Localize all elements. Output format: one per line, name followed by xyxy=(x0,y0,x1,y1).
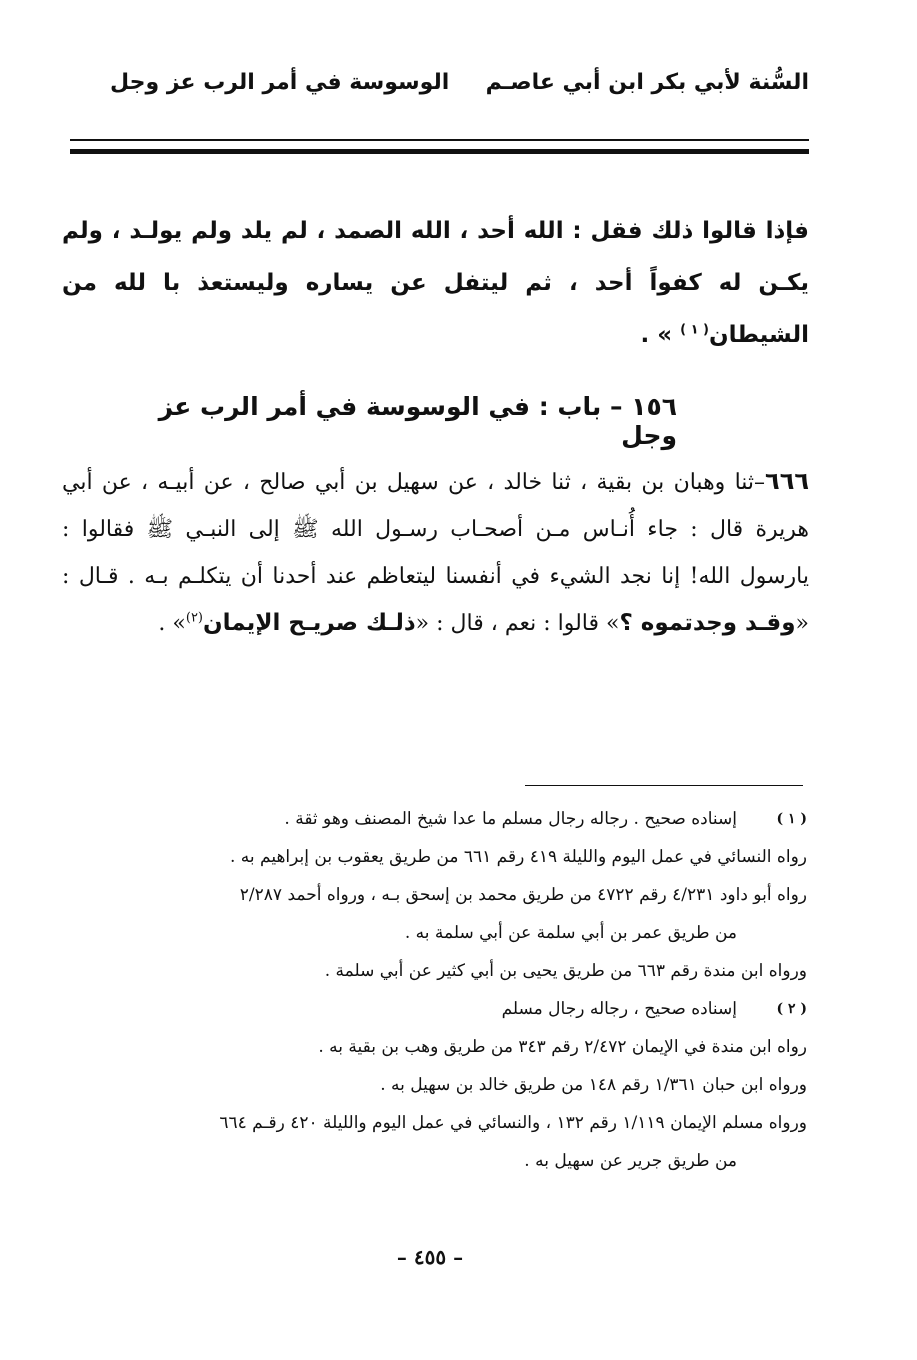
footnote-line: ورواه ابن حبان ١/٣٦١ رقم ١٤٨ من طريق خالد بن سهيل به . xyxy=(380,1075,807,1095)
hadith-text-1: –ثنا وهبان بن بقية ، ثنا خالد ، عن سهيل بن أبي صالح ، عن أبيـه ، عن أبي هريرة قال : جاء أُنـاس مـن أصحـاب رسـول الله ﷺ إلى النبـي ﷺ فقالوا : يارسول الله! إنا نجد الشيء في أنفسنا ليتعاظم عند أحدنا أن يتكلـم بـه . قـال : « xyxy=(62,470,809,636)
hadith-end: » . xyxy=(158,611,186,636)
intro-paragraph xyxy=(62,205,809,361)
footnote-2 xyxy=(62,990,807,1180)
chapter-title: الوسوسة في أمر الرب عز وجل xyxy=(110,69,450,95)
footnote-ref-1: ( ١ ) xyxy=(680,322,709,338)
footnotes xyxy=(62,800,807,1180)
hadith-quote-1: وقـد وجدتموه ؟ xyxy=(619,610,796,636)
footnote-line: رواه أبو داود ٤/٢٣١ رقم ٤٧٢٢ من طريق محمد بن إسحق بـه ، ورواه أحمد ٢/٢٨٧ xyxy=(239,885,807,905)
section-title: ١٥٦ – باب : في الوسوسة في أمر الرب عز وجل xyxy=(158,392,677,450)
footnote-ref-2: (٢) xyxy=(185,610,203,626)
hadith-number: ٦٦٦ xyxy=(765,467,809,495)
page-number: – ٤٥٥ – xyxy=(396,1245,464,1269)
footnote-line: إسناده صحيح ، رجاله رجال مسلم xyxy=(501,999,737,1019)
footnote-line: من طريق جرير عن سهيل به . xyxy=(524,1151,737,1171)
footnote-line: من طريق عمر بن أبي سلمة عن أبي سلمة به . xyxy=(404,923,737,943)
footnote-separator xyxy=(525,785,803,786)
running-header xyxy=(110,62,809,102)
footnote-mark: ( ١ ) xyxy=(776,811,807,827)
footnote-line: رواه النسائي في عمل اليوم والليلة ٤١٩ رقم ٦٦١ من طريق يعقوب بن إبراهيم به . xyxy=(229,847,807,867)
header-rule-thin xyxy=(70,139,809,141)
hadith-text-2: » قالوا : نعم ، قال : « xyxy=(415,611,620,636)
footnote-line: ورواه ابن مندة رقم ٦٦٣ من طريق يحيى بن أبي كثير عن أبي سلمة . xyxy=(324,961,807,981)
footnote-line: إسناده صحيح . رجاله رجال مسلم ما عدا شيخ المصنف وهو ثقة . xyxy=(284,809,737,829)
footnote-mark: ( ٢ ) xyxy=(776,1001,807,1017)
intro-end: » . xyxy=(640,322,681,348)
intro-text: فإذا قالوا ذلك فقل : الله أحد ، الله الصمد ، لم يلد ولم يولـد ، ولم يكـن له كفواً أحد ، ثم ليتفل عن يساره وليستعذ با لله من الشيطان xyxy=(62,218,809,348)
footnote-line: ورواه مسلم الإيمان ١/١١٩ رقم ١٣٢ ، والنسائي في عمل اليوم والليلة ٤٢٠ رقـم ٦٦٤ xyxy=(219,1113,807,1133)
footnote-line: رواه ابن مندة في الإيمان ٢/٤٧٢ رقم ٣٤٣ من طريق وهب بن بقية به . xyxy=(318,1037,807,1057)
hadith-quote-2: ذلـك صريـح الإيمان xyxy=(203,610,416,636)
footnote-1 xyxy=(62,800,807,990)
book-title: السُّنة لأبي بكر ابن أبي عاصـم xyxy=(485,69,809,95)
hadith-paragraph xyxy=(62,458,809,647)
header-rule-thick xyxy=(70,149,809,154)
